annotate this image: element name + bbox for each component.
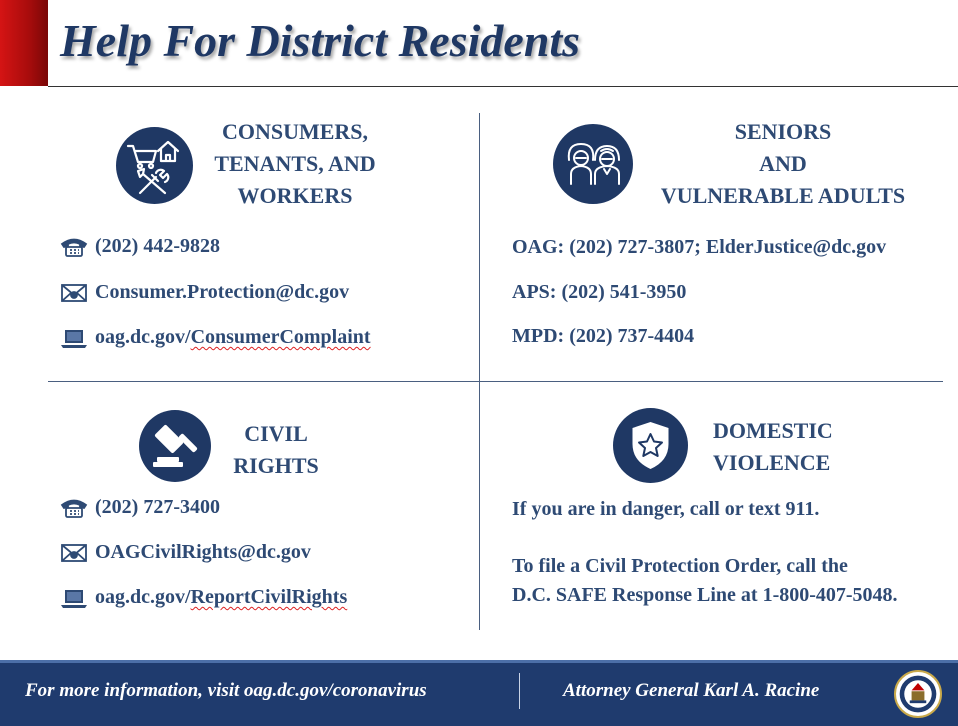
- domestic-danger-line: If you are in danger, call or text 911.: [512, 498, 820, 520]
- telephone-icon: [60, 497, 88, 519]
- civil-rights-heading-line: RIGHTS: [233, 453, 319, 478]
- seniors-heading-line: AND: [759, 151, 807, 176]
- civil-rights-web[interactable]: [60, 586, 347, 609]
- consumers-web[interactable]: [60, 326, 371, 349]
- consumers-heading: [206, 116, 384, 212]
- civil-rights-email-text[interactable]: OAGCivilRights@dc.gov: [95, 541, 311, 563]
- consumers-email-text[interactable]: Consumer.Protection@dc.gov: [95, 281, 350, 303]
- consumers-heading-line: TENANTS, AND: [214, 151, 376, 176]
- footer-divider: [519, 673, 520, 709]
- seniors-oag-line: OAG: (202) 727-3807; ElderJustice@dc.gov: [512, 236, 887, 258]
- footer-info-link[interactable]: For more information, visit oag.dc.gov/coronavirus: [25, 680, 427, 701]
- seniors-mpd-line: MPD: (202) 737-4404: [512, 325, 695, 347]
- civil-rights-phone: [60, 496, 220, 519]
- domestic-violence-heading-line: DOMESTIC: [713, 418, 833, 443]
- domestic-safe-line: D.C. SAFE Response Line at 1-800-407-5048.: [512, 584, 898, 606]
- laptop-icon: [60, 587, 88, 609]
- envelope-icon: [60, 542, 88, 564]
- civil-rights-heading-line: CIVIL: [244, 421, 308, 446]
- consumers-phone-text: (202) 442-9828: [95, 235, 220, 257]
- seniors-aps-line: APS: (202) 541-3950: [512, 281, 687, 303]
- consumers-web-prefix[interactable]: oag.dc.gov/: [95, 326, 191, 348]
- gavel-icon: [139, 410, 211, 482]
- footer-attorney-general: Attorney General Karl A. Racine: [563, 680, 820, 701]
- seniors-heading-line: SENIORS: [734, 119, 832, 144]
- seniors-heading: [650, 116, 916, 212]
- consumers-heading-line: CONSUMERS,: [221, 119, 369, 144]
- horizontal-divider: [48, 381, 943, 382]
- domestic-violence-heading: [713, 415, 833, 479]
- civil-rights-email: [60, 541, 311, 564]
- vertical-divider: [479, 113, 480, 630]
- header-red-accent: [0, 0, 48, 86]
- telephone-icon: [60, 236, 88, 258]
- page-title: Help For District Residents: [60, 15, 581, 66]
- civil-rights-phone-text: (202) 727-3400: [95, 496, 220, 518]
- consumers-heading-line: WORKERS: [237, 183, 353, 208]
- elderly-couple-icon: [553, 124, 633, 204]
- domestic-cpo-line: To file a Civil Protection Order, call the: [512, 555, 848, 577]
- shield-star-icon: [613, 408, 688, 483]
- consumers-phone: [60, 235, 220, 258]
- footer-top-accent: [0, 660, 958, 663]
- shopping-home-tools-icon: [116, 127, 193, 204]
- consumers-email: [60, 281, 349, 304]
- laptop-icon: [60, 327, 88, 349]
- civil-rights-heading: [228, 418, 324, 482]
- civil-rights-web-prefix[interactable]: oag.dc.gov/: [95, 586, 191, 608]
- title-divider: [48, 86, 958, 87]
- civil-rights-web-link[interactable]: ReportCivilRights: [190, 586, 348, 608]
- domestic-violence-heading-line: VIOLENCE: [713, 450, 831, 475]
- consumers-web-link[interactable]: ConsumerComplaint: [190, 326, 371, 348]
- seniors-heading-line: VULNERABLE ADULTS: [660, 183, 906, 208]
- oag-seal-icon: [894, 670, 942, 718]
- envelope-icon: [60, 282, 88, 304]
